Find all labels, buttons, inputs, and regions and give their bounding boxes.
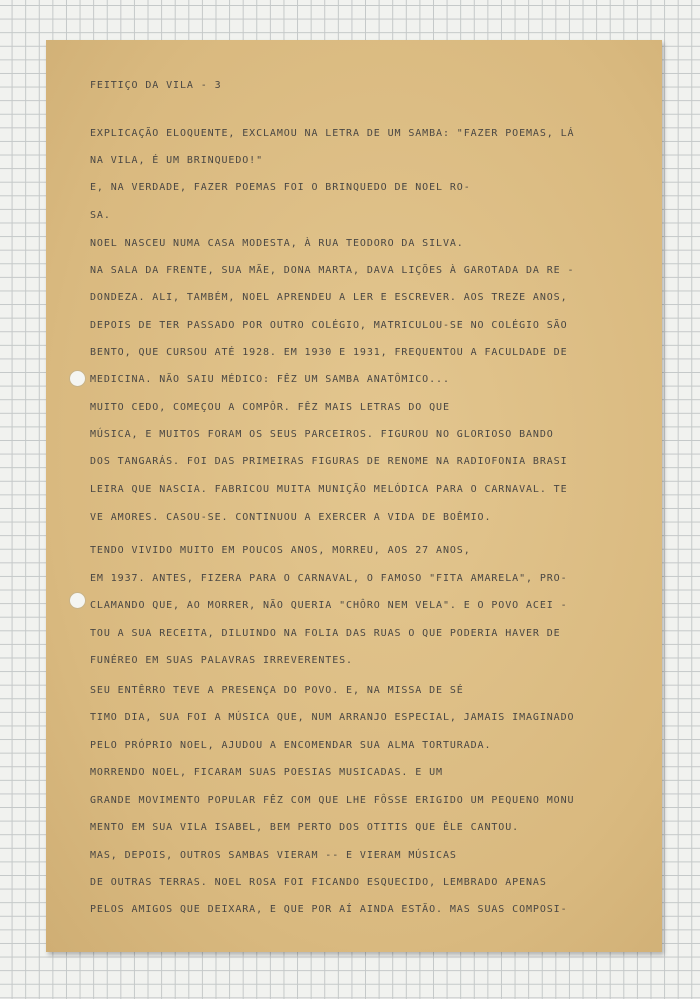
- typewritten-page: [46, 40, 662, 952]
- text-line: VE AMORES. CASOU-SE. CONTINUOU A EXERCER A VIDA DE BOÊMIO.: [90, 512, 492, 523]
- text-line: EXPLICAÇÃO ELOQUENTE, EXCLAMOU NA LETRA DE UM SAMBA: "FAZER POEMAS, LÁ: [90, 128, 575, 139]
- text-line: SA.: [90, 210, 111, 221]
- text-line: LEIRA QUE NASCIA. FABRICOU MUITA MUNIÇÃO MELÓDICA PARA O CARNAVAL. TE: [90, 484, 568, 495]
- punch-hole: [69, 370, 86, 387]
- text-line: NOEL NASCEU NUMA CASA MODESTA, À RUA TEODORO DA SILVA.: [90, 238, 464, 249]
- text-line: TIMO DIA, SUA FOI A MÚSICA QUE, NUM ARRANJO ESPECIAL, JAMAIS IMAGINADO: [90, 712, 575, 723]
- text-line: MENTO EM SUA VILA ISABEL, BEM PERTO DOS OTITIS QUE ÊLE CANTOU.: [90, 822, 520, 833]
- text-line: NA VILA, É UM BRINQUEDO!": [90, 155, 264, 166]
- text-line: EM 1937. ANTES, FIZERA PARA O CARNAVAL, O FAMOSO "FITA AMARELA", PRO-: [90, 573, 568, 584]
- text-line: TENDO VIVIDO MUITO EM POUCOS ANOS, MORREU, AOS 27 ANOS,: [90, 545, 471, 556]
- text-line: DEPOIS DE TER PASSADO POR OUTRO COLÉGIO, MATRICULOU-SE NO COLÉGIO SÃO: [90, 320, 568, 331]
- text-line: FUNÉREO EM SUAS PALAVRAS IRREVERENTES.: [90, 655, 353, 666]
- text-line: GRANDE MOVIMENTO POPULAR FÊZ COM QUE LHE FÔSSE ERIGIDO UM PEQUENO MONU: [90, 795, 575, 806]
- punch-hole: [69, 592, 86, 609]
- text-line: PELO PRÓPRIO NOEL, AJUDOU A ENCOMENDAR SUA ALMA TORTURADA.: [90, 740, 492, 751]
- text-line: DONDEZA. ALI, TAMBÉM, NOEL APRENDEU A LER E ESCREVER. AOS TREZE ANOS,: [90, 292, 568, 303]
- text-line: DOS TANGARÁS. FOI DAS PRIMEIRAS FIGURAS DE RENOME NA RADIOFONIA BRASI: [90, 456, 568, 467]
- page-header: FEITIÇO DA VILA - 3: [90, 80, 222, 91]
- text-line: DE OUTRAS TERRAS. NOEL ROSA FOI FICANDO ESQUECIDO, LEMBRADO APENAS: [90, 877, 547, 888]
- text-line: MAS, DEPOIS, OUTROS SAMBAS VIERAM -- E VIERAM MÚSICAS: [90, 850, 457, 861]
- text-line: MORRENDO NOEL, FICARAM SUAS POESIAS MUSICADAS. E UM: [90, 767, 443, 778]
- text-line: TOU A SUA RECEITA, DILUINDO NA FOLIA DAS RUAS O QUE PODERIA HAVER DE: [90, 628, 561, 639]
- text-line: SEU ENTÊRRO TEVE A PRESENÇA DO POVO. E, NA MISSA DE SÉ: [90, 685, 464, 696]
- text-line: BENTO, QUE CURSOU ATÉ 1928. EM 1930 E 1931, FREQUENTOU A FACULDADE DE: [90, 347, 568, 358]
- text-line: NA SALA DA FRENTE, SUA MÃE, DONA MARTA, DAVA LIÇÕES À GAROTADA DA RE -: [90, 265, 575, 276]
- text-line: PELOS AMIGOS QUE DEIXARA, E QUE POR AÍ AINDA ESTÃO. MAS SUAS COMPOSI-: [90, 904, 568, 915]
- text-line: MEDICINA. NÃO SAIU MÉDICO: FÊZ UM SAMBA ANATÔMICO...: [90, 374, 450, 385]
- text-line: MUITO CEDO, COMEÇOU A COMPÔR. FÊZ MAIS LETRAS DO QUE: [90, 402, 450, 413]
- text-line: E, NA VERDADE, FAZER POEMAS FOI O BRINQUEDO DE NOEL RO-: [90, 182, 471, 193]
- text-line: MÚSICA, E MUITOS FORAM OS SEUS PARCEIROS. FIGUROU NO GLORIOSO BANDO: [90, 429, 554, 440]
- text-line: CLAMANDO QUE, AO MORRER, NÃO QUERIA "CHÔRO NEM VELA". E O POVO ACEI -: [90, 600, 568, 611]
